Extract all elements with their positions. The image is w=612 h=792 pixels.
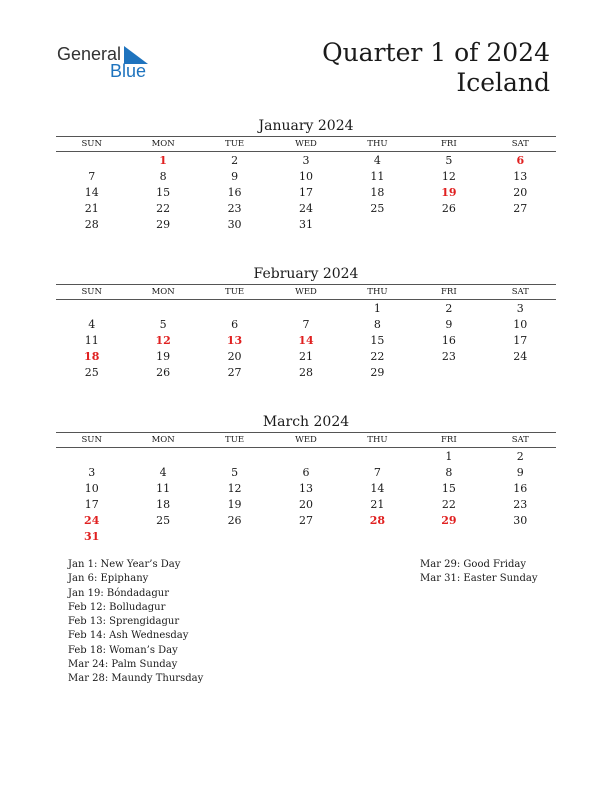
day-cell: 13: [226, 334, 243, 347]
day-cell: 23: [441, 350, 456, 363]
day-cell: 12: [441, 170, 456, 183]
brand-logo: [57, 44, 167, 84]
day-cell: 24: [298, 202, 313, 215]
holiday-entry: Jan 1: New Year’s Day: [68, 559, 181, 570]
day-cell: 29: [370, 366, 385, 379]
weekday-label: SUN: [81, 287, 102, 297]
day-cell: 14: [298, 334, 314, 347]
day-cell: 25: [370, 202, 385, 215]
day-cell: 4: [373, 154, 381, 167]
day-cell: 1: [373, 302, 381, 315]
day-cell: 6: [516, 154, 525, 167]
day-cell: 5: [445, 154, 453, 167]
day-cell: 10: [84, 482, 99, 495]
day-cell: 22: [370, 350, 385, 363]
day-cell: 6: [302, 466, 310, 479]
day-cell: 28: [84, 218, 99, 231]
weekday-label: MON: [151, 435, 175, 445]
empty-day-cell: [413, 217, 484, 233]
weekday-label: WED: [295, 139, 317, 149]
day-cell: 29: [156, 218, 171, 231]
month-march: [56, 412, 556, 545]
day-cell: 21: [298, 350, 313, 363]
day-cell: 30: [227, 218, 242, 231]
quarter-title: Quarter 1 of 2024: [322, 38, 550, 67]
holiday-entry: Mar 31: Easter Sunday: [420, 573, 538, 585]
holiday-entry: Mar 28: Maundy Thursday: [68, 673, 204, 685]
day-cell: 29: [441, 514, 457, 527]
day-cell: 31: [298, 218, 313, 231]
month-title: February 2024: [253, 266, 359, 282]
day-cell: 25: [84, 366, 99, 379]
weekday-label: SAT: [511, 435, 529, 445]
logo-text-general: General: [57, 44, 122, 64]
day-cell: 21: [370, 498, 385, 511]
holiday-entry: Jan 19: Bóndadagur: [68, 587, 170, 599]
logo-text-blue: Blue: [110, 61, 147, 81]
day-cell: 2: [516, 450, 524, 463]
holiday-list-right: [420, 558, 537, 587]
day-cell: 9: [516, 466, 524, 479]
day-cell: 25: [156, 514, 171, 527]
weekday-header: [56, 284, 556, 300]
month-title: January 2024: [258, 118, 354, 134]
day-cell: 15: [441, 482, 456, 495]
weekday-label: THU: [367, 435, 388, 445]
empty-day-cell: [270, 529, 341, 545]
day-cell: 19: [156, 350, 171, 363]
weekday-label: SUN: [81, 435, 102, 445]
empty-day-cell: [127, 449, 198, 465]
weekday-label: SAT: [511, 287, 529, 297]
day-cell: 26: [441, 202, 456, 215]
day-cell: 28: [298, 366, 313, 379]
day-cell: 13: [298, 482, 313, 495]
weekday-label: FRI: [441, 435, 457, 445]
weekday-label: MON: [151, 287, 175, 297]
weekday-label: WED: [295, 435, 317, 445]
day-cell: 14: [84, 186, 99, 199]
day-cell: 7: [302, 318, 310, 331]
empty-day-cell: [413, 365, 484, 381]
weekday-label: FRI: [441, 139, 457, 149]
day-cell: 23: [227, 202, 242, 215]
empty-day-cell: [270, 301, 341, 317]
day-cell: 20: [513, 186, 528, 199]
empty-day-cell: [56, 301, 127, 317]
day-cell: 13: [513, 170, 528, 183]
empty-day-cell: [127, 529, 198, 545]
day-cell: 18: [84, 350, 100, 363]
weekday-label: TUE: [225, 287, 245, 297]
day-cell: 17: [513, 334, 528, 347]
day-cell: 3: [516, 302, 524, 315]
day-cell: 30: [513, 514, 528, 527]
day-grid: [56, 448, 556, 545]
day-cell: 1: [159, 154, 167, 167]
empty-day-cell: [413, 529, 484, 545]
day-grid: [56, 300, 556, 381]
day-cell: 10: [513, 318, 528, 331]
day-cell: 27: [298, 514, 313, 527]
empty-day-cell: [56, 449, 127, 465]
empty-day-cell: [56, 153, 127, 169]
day-cell: 9: [231, 170, 239, 183]
month-title: March 2024: [262, 414, 350, 430]
day-cell: 7: [373, 466, 381, 479]
day-cell: 11: [84, 334, 99, 347]
day-cell: 16: [227, 186, 242, 199]
empty-day-cell: [485, 217, 556, 233]
day-cell: 8: [159, 170, 167, 183]
day-cell: 14: [370, 482, 385, 495]
weekday-header: [56, 432, 556, 448]
day-cell: 15: [156, 186, 171, 199]
day-cell: 26: [227, 514, 242, 527]
day-cell: 1: [445, 450, 453, 463]
empty-day-cell: [199, 529, 270, 545]
day-cell: 12: [227, 482, 242, 495]
day-cell: 17: [84, 498, 99, 511]
holiday-entry: Mar 29: Good Friday: [420, 559, 526, 570]
weekday-label: SAT: [511, 139, 529, 149]
day-cell: 4: [88, 318, 96, 331]
day-cell: 15: [370, 334, 385, 347]
day-cell: 18: [156, 498, 171, 511]
empty-day-cell: [342, 529, 413, 545]
empty-day-cell: [342, 449, 413, 465]
day-cell: 19: [227, 498, 242, 511]
page-title: [322, 38, 550, 98]
empty-day-cell: [270, 449, 341, 465]
day-cell: 5: [231, 466, 239, 479]
day-cell: 3: [302, 154, 310, 167]
empty-day-cell: [199, 301, 270, 317]
holiday-entry: Jan 6: Epiphany: [68, 573, 149, 585]
day-cell: 23: [513, 498, 528, 511]
day-cell: 20: [298, 498, 313, 511]
day-cell: 17: [298, 186, 313, 199]
day-cell: 6: [231, 318, 239, 331]
day-cell: 11: [370, 170, 385, 183]
weekday-label: SUN: [81, 139, 102, 149]
holiday-entry: Feb 14: Ash Wednesday: [68, 630, 189, 642]
weekday-label: MON: [151, 139, 175, 149]
day-cell: 2: [231, 154, 239, 167]
day-cell: 24: [513, 350, 528, 363]
day-cell: 5: [159, 318, 167, 331]
day-cell: 8: [373, 318, 381, 331]
weekday-label: WED: [295, 287, 317, 297]
day-cell: 28: [369, 514, 386, 527]
day-cell: 18: [370, 186, 385, 199]
day-cell: 12: [155, 334, 171, 347]
holiday-entry: Feb 13: Sprengidagur: [68, 616, 180, 628]
weekday-label: THU: [367, 139, 388, 149]
day-cell: 16: [513, 482, 528, 495]
weekday-label: FRI: [441, 287, 457, 297]
day-cell: 22: [441, 498, 456, 511]
holiday-entry: Mar 24: Palm Sunday: [68, 659, 178, 671]
weekday-label: THU: [367, 287, 388, 297]
day-cell: 26: [156, 366, 171, 379]
empty-day-cell: [485, 529, 556, 545]
weekday-header: [56, 136, 556, 152]
day-cell: 2: [445, 302, 453, 315]
day-cell: 20: [227, 350, 242, 363]
day-cell: 27: [227, 366, 242, 379]
day-cell: 22: [156, 202, 171, 215]
holiday-entry: Feb 12: Bolludagur: [68, 601, 166, 613]
empty-day-cell: [342, 217, 413, 233]
day-grid: [56, 152, 556, 233]
day-cell: 19: [441, 186, 457, 199]
day-cell: 27: [513, 202, 528, 215]
month-february: [56, 264, 556, 381]
day-cell: 21: [84, 202, 99, 215]
month-january: [56, 116, 556, 233]
day-cell: 9: [445, 318, 453, 331]
day-cell: 4: [159, 466, 167, 479]
empty-day-cell: [127, 301, 198, 317]
country-title: Iceland: [456, 68, 550, 97]
day-cell: 8: [445, 466, 453, 479]
day-cell: 31: [84, 530, 100, 543]
day-cell: 10: [298, 170, 313, 183]
weekday-label: TUE: [225, 435, 245, 445]
day-cell: 16: [441, 334, 456, 347]
weekday-label: TUE: [225, 139, 245, 149]
holiday-entry: Feb 18: Woman’s Day: [68, 644, 178, 656]
day-cell: 3: [88, 466, 96, 479]
holiday-list-left: [68, 558, 203, 687]
day-cell: 11: [156, 482, 171, 495]
day-cell: 7: [88, 170, 96, 183]
day-cell: 24: [84, 514, 100, 527]
empty-day-cell: [485, 365, 556, 381]
empty-day-cell: [199, 449, 270, 465]
